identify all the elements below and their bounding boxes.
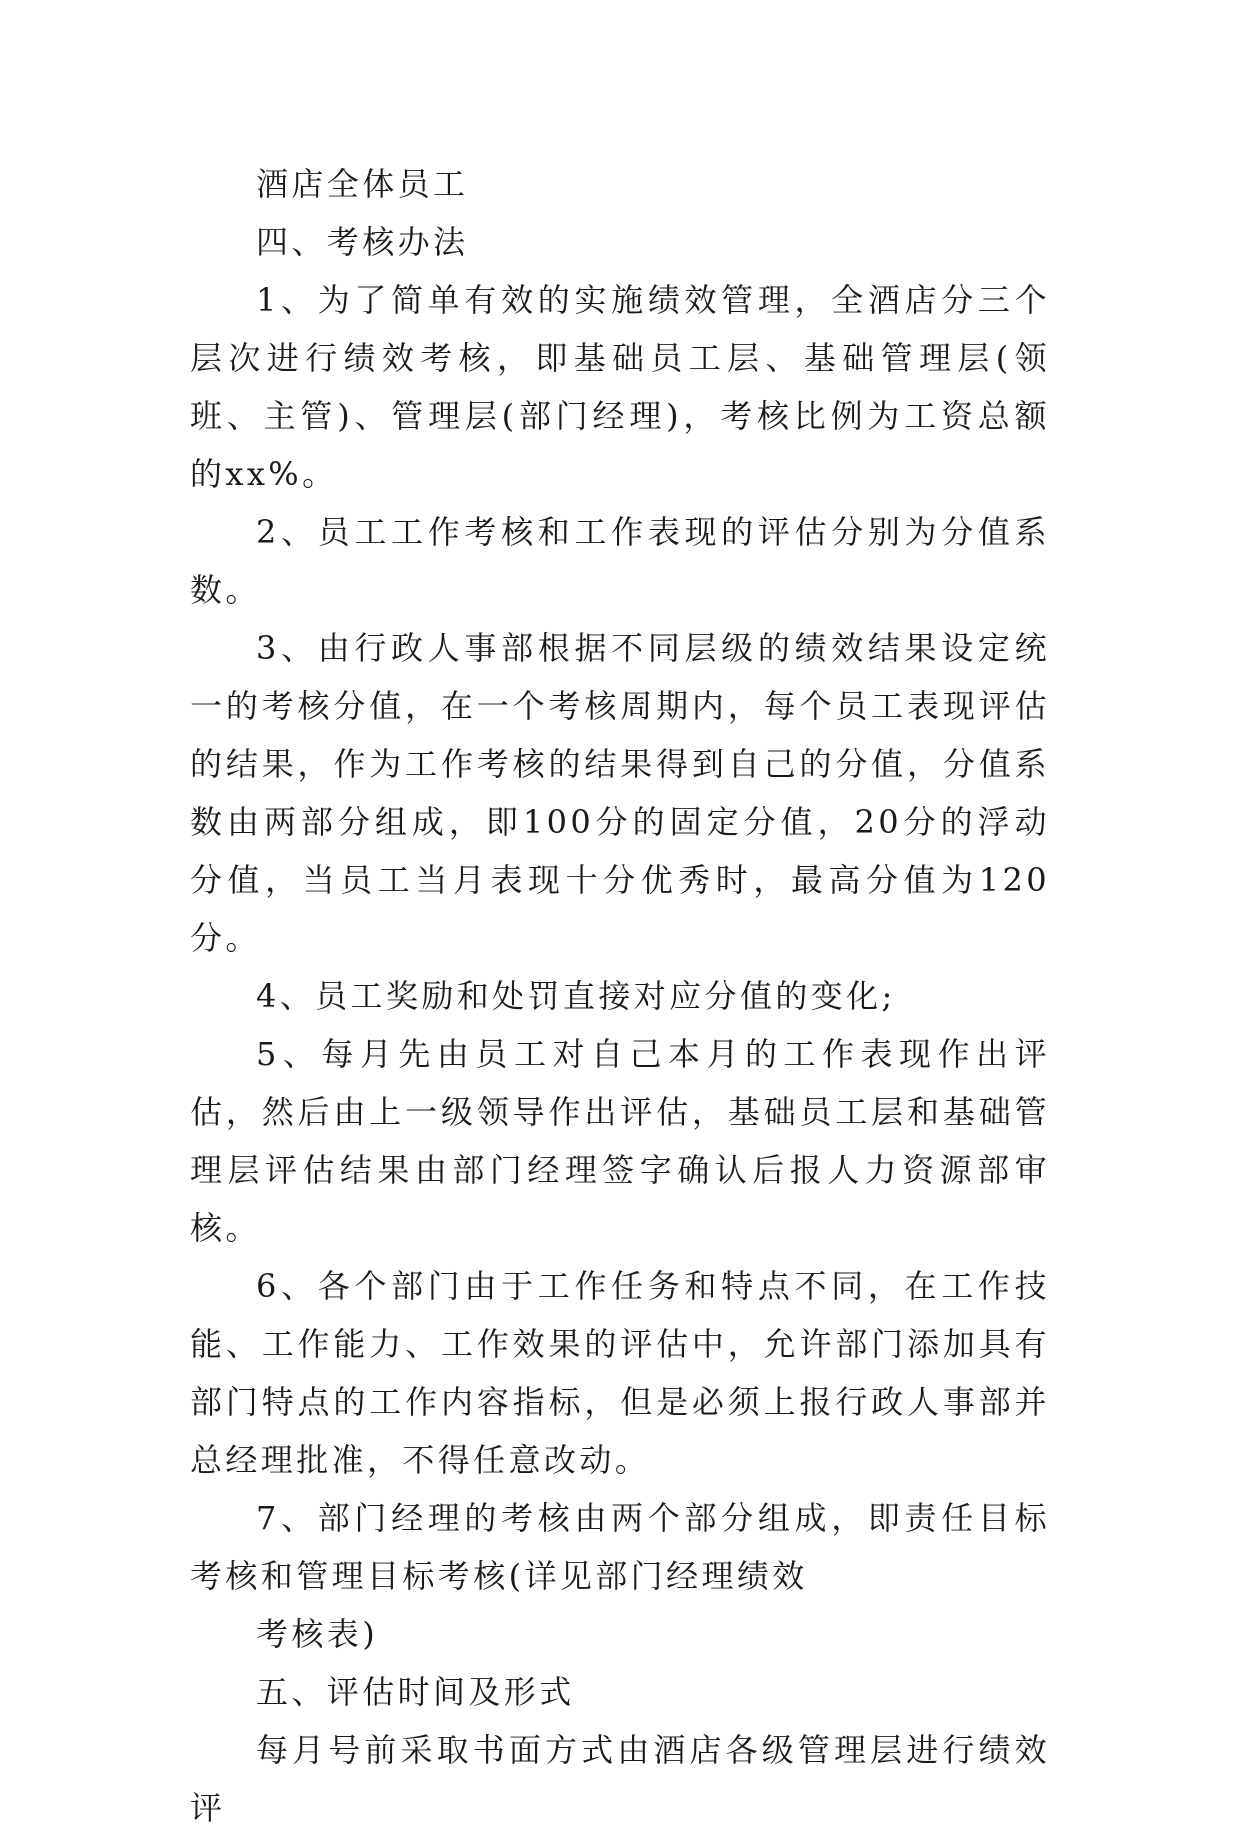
paragraph-item-2: 2、员工工作考核和工作表现的评估分别为分值系数。 [190,513,1050,609]
heading-evaluation-time: 五、评估时间及形式 [256,1673,575,1711]
paragraph-item-3: 3、由行政人事部根据不同层级的绩效结果设定统一的考核分值，在一个考核周期内，每个员工表现评估的结果，作为工作考核的结果得到自己的分值，分值系数由两部分组成，即100分的固定分值，20分的浮动分值，当员工当月表现十分优秀时，最高分值为120分。 [190,629,1050,957]
paragraph-item-1: 1、为了简单有效的实施绩效管理，全酒店分三个层次进行绩效考核，即基础员工层、基础管理层(领班、主管)、管理层(部门经理)，考核比例为工资总额的xx%。 [190,281,1050,493]
paragraph-item-6: 6、各个部门由于工作任务和特点不同，在工作技能、工作能力、工作效果的评估中，允许部门添加具有部门特点的工作内容指标，但是必须上报行政人事部并总经理批准，不得任意改动。 [190,1267,1050,1479]
paragraph-item-5: 5、每月先由员工对自己本月的工作表现作出评估，然后由上一级领导作出评估，基础员工层和基础管理层评估结果由部门经理签字确认后报人力资源部审核。 [190,1035,1050,1247]
paragraph-item-4: 4、员工奖励和处罚直接对应分值的变化; [256,977,896,1015]
heading-assessment-method: 四、考核办法 [256,223,469,261]
paragraph-scope: 酒店全体员工 [256,165,469,203]
paragraph-item-7: 7、部门经理的考核由两个部分组成，即责任目标考核和管理目标考核(详见部门经理绩效 [190,1499,1050,1595]
paragraph-evaluation-time: 每月号前采取书面方式由酒店各级管理层进行绩效评 [190,1731,1050,1827]
paragraph-item-7-continued: 考核表) [256,1615,379,1653]
document-body [190,155,1050,1837]
